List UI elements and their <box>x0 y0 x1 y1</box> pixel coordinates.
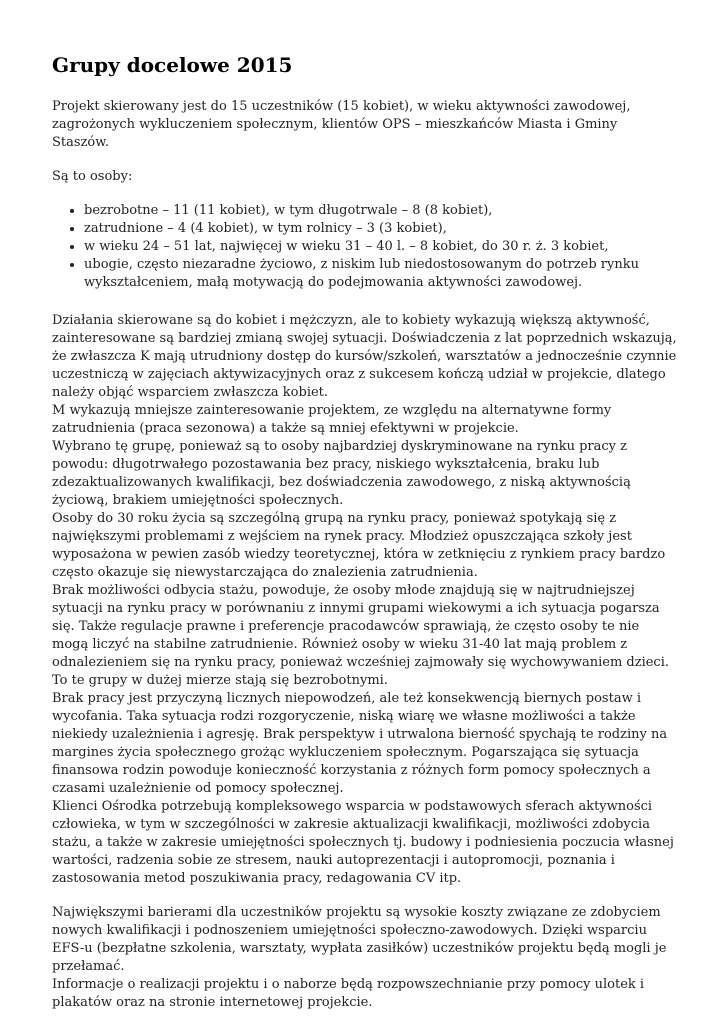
list-item: • zatrudnione – 4 (4 kobiet), w tym rolnicy – 3 (3 kobiet), <box>84 220 677 238</box>
body-paragraph <box>52 312 677 888</box>
body-line: M wykazują mniejsze zainteresowanie projektem, ze względu na alternatywne formy zatrudnienia (praca sezonowa) a także są mniej efektywni w projekcie. <box>52 403 612 436</box>
body-line: Brak pracy jest przyczyną licznych niepowodzeń, ale też konsekwencją biernych postaw i wycofania. Taka sytuacja rodzi rozgoryczenie, niską wiarę we własne możliwości a także niekiedy uzależnienia i agresję. Brak perspektyw i utrwalona bierność spychają te rodziny na margines życia społecznego grożąc wykluczeniem społecznym. Pogarszająca się sytuacja finansowa rodzin powoduje konieczność korzystania z różnych form pomocy społecznych a czasami uzależnienie od pomocy społecznej. <box>52 691 668 796</box>
body-line: Osoby do 30 roku życia są szczególną grupą na rynku pracy, ponieważ spotykają się z największymi problemami z wejściem na rynek pracy. Młodzież opuszczająca szkoły jest wyposażona w pewien zasób wiedzy teoretycznej, która w zetknięciu z rynkiem pracy bardzo często okazuje się niewystarczająca do znalezienia zatrudnienia. <box>52 511 666 580</box>
closing-paragraph <box>52 904 677 1012</box>
intro-paragraph: Projekt skierowany jest do 15 uczestników (15 kobiet), w wieku aktywności zawodowej, zagrożonych wykluczeniem społecznym, klientów OPS – mieszkańców Miasta i Gminy Staszów. <box>52 99 631 150</box>
body-line: Klienci Ośrodka potrzebują kompleksowego wsparcia w podstawowych sferach aktywności człowieka, w tym w szczególności w zakresie aktualizacji kwalifikacji, możliwości zdobycia stażu, a także w zakresie umiejętności społecznych tj. budowy i podniesienia poczucia własnej wartości, radzenia sobie ze stresem, nauki autoprezentacji i autopromocji, poznania i zastosowania metod poszukiwania pracy, redagowania CV itp. <box>52 799 674 886</box>
target-group-list <box>52 202 677 292</box>
list-item: • bezrobotne – 11 (11 kobiet), w tym długotrwale – 8 (8 kobiet), <box>84 202 677 220</box>
document-page <box>52 52 677 1028</box>
closing-line: Informacje o realizacji projektu i o naborze będą rozpowszechnianie przy pomocy ulotek i plakatów oraz na stronie internetowej projekcie. <box>52 977 645 1010</box>
body-line: Działania skierowane są do kobiet i mężczyzn, ale to kobiety wykazują większą aktywność, zainteresowane są bardziej zmianą swojej sytuacji. Doświadczenia z lat poprzednich wskazują, że zwłaszcza K mają utrudniony dostęp do kursów/szkoleń, warsztatów a jednocześnie czynnie uczestniczą w zajęciach aktywizacyjnych oraz z sukcesem kończą udział w projekcie, dlatego należy objąć wsparciem zwłaszcza kobiet. <box>52 313 677 400</box>
list-intro: Są to osoby: <box>52 169 133 184</box>
closing-line: Największymi barierami dla uczestników projektu są wysokie koszty związane ze zdobyciem nowych kwalifikacji i podnoszeniem umiejętności społeczno-zawodowych. Dzięki wsparciu EFS-u (bezpłatne szkolenia, warsztaty, wypłata zasiłków) uczestników projektu będą mogli je przełamać. <box>52 905 667 974</box>
body-line: Brak możliwości odbycia stażu, powoduje, że osoby młode znajdują się w najtrudniejszej sytuacji na rynku pracy w porównaniu z innymi grupami wiekowymi a ich sytuacja pogarsza się. Także regulacje prawne i preferencje pracodawców sprawiają, że często osoby te nie mogą liczyć na stabilne zatrudnienie. Również osoby w wieku 31-40 lat mają problem z odnalezieniem się na rynku pracy, ponieważ wcześniej zajmowały się wychowywaniem dzieci. To te grupy w dużej mierze stają się bezrobotnymi. <box>52 583 670 688</box>
body-line: Wybrano tę grupę, ponieważ są to osoby najbardziej dyskryminowane na rynku pracy z powodu: długotrwałego pozostawania bez pracy, niskiego wykształcenia, braku lub zdezaktualizowanych kwalifikacji, bez doświadczenia zawodowego, z niską aktywnością życiową, brakiem umiejętności społecznych. <box>52 439 631 508</box>
list-item: • ubogie, często niezaradne życiowo, z niskim lub niedostosowanym do potrzeb rynku wykształceniem, małą motywacją do podejmowania aktywności zawodowej. <box>84 256 677 292</box>
list-item: • w wieku 24 – 51 lat, najwięcej w wieku 31 – 40 l. – 8 kobiet, do 30 r. ż. 3 kobiet, <box>84 238 677 256</box>
page-title: Grupy docelowe 2015 <box>52 53 293 77</box>
